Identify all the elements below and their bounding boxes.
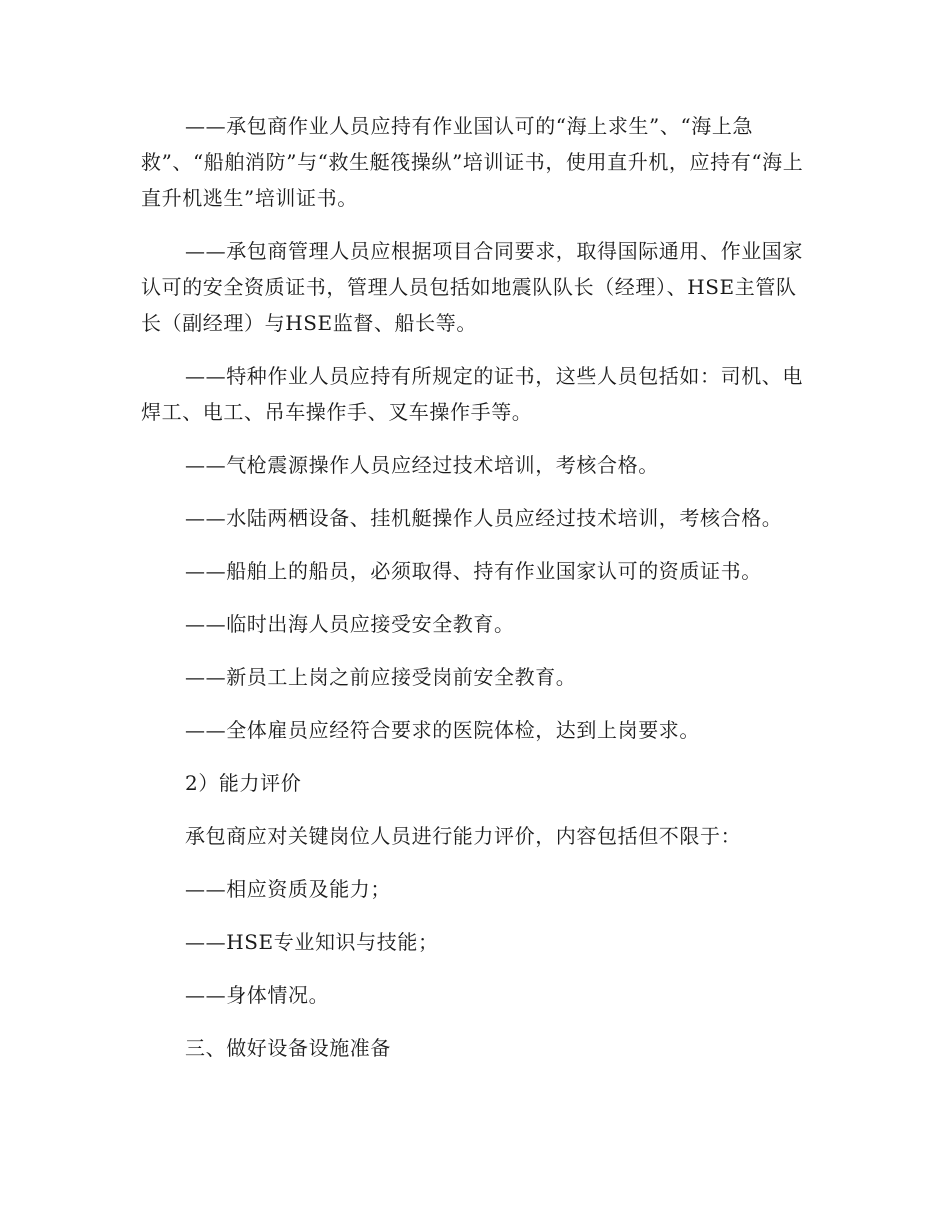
paragraph-amphibious-operator-training: ——水陆两栖设备、挂机艇操作人员应经过技术培训，考核合格。 — [185, 506, 783, 530]
paragraph-ship-crew-certificates: ——船舶上的船员，必须取得、持有作业国家认可的资质证书。 — [185, 559, 762, 583]
section-heading-competency-evaluation: 2）能力评价 — [185, 771, 302, 795]
paragraph-competency-evaluation-intro: 承包商应对关键岗位人员进行能力评价，内容包括但不限于： — [185, 824, 742, 848]
list-item-hse-knowledge-skills: ——HSE专业知识与技能； — [185, 930, 439, 954]
paragraph-airgun-operator-training: ——气枪震源操作人员应经过技术培训，考核合格。 — [185, 453, 659, 477]
document-body — [141, 108, 813, 1083]
list-item-physical-condition: ——身体情况。 — [185, 983, 330, 1007]
paragraph-contractor-manager-certificates: ——承包商管理人员应根据项目合同要求，取得国际通用、作业国家认可的安全资质证书，管理人员包括如地震队队长（经理）、HSE主管队长（副经理）与HSE监督、船长等。 — [141, 239, 803, 335]
list-item-qualification-ability: ——相应资质及能力； — [185, 877, 391, 901]
paragraph-medical-examination: ——全体雇员应经符合要求的医院体检，达到上岗要求。 — [185, 718, 700, 742]
paragraph-contractor-operator-certificates: ——承包商作业人员应持有作业国认可的“海上求生”、“海上急救”、“船舶消防”与“救生艇筏操纵”培训证书，使用直升机，应持有“海上直升机逃生”培训证书。 — [141, 114, 804, 210]
paragraph-special-operator-certificates: ——特种作业人员应持有所规定的证书，这些人员包括如：司机、电焊工、电工、吊车操作手、叉车操作手等。 — [141, 364, 803, 424]
paragraph-new-employee-education: ——新员工上岗之前应接受岗前安全教育。 — [185, 665, 577, 689]
paragraph-temporary-sea-personnel: ——临时出海人员应接受安全教育。 — [185, 612, 515, 636]
section-heading-equipment-preparation: 三、做好设备设施准备 — [185, 1036, 391, 1060]
